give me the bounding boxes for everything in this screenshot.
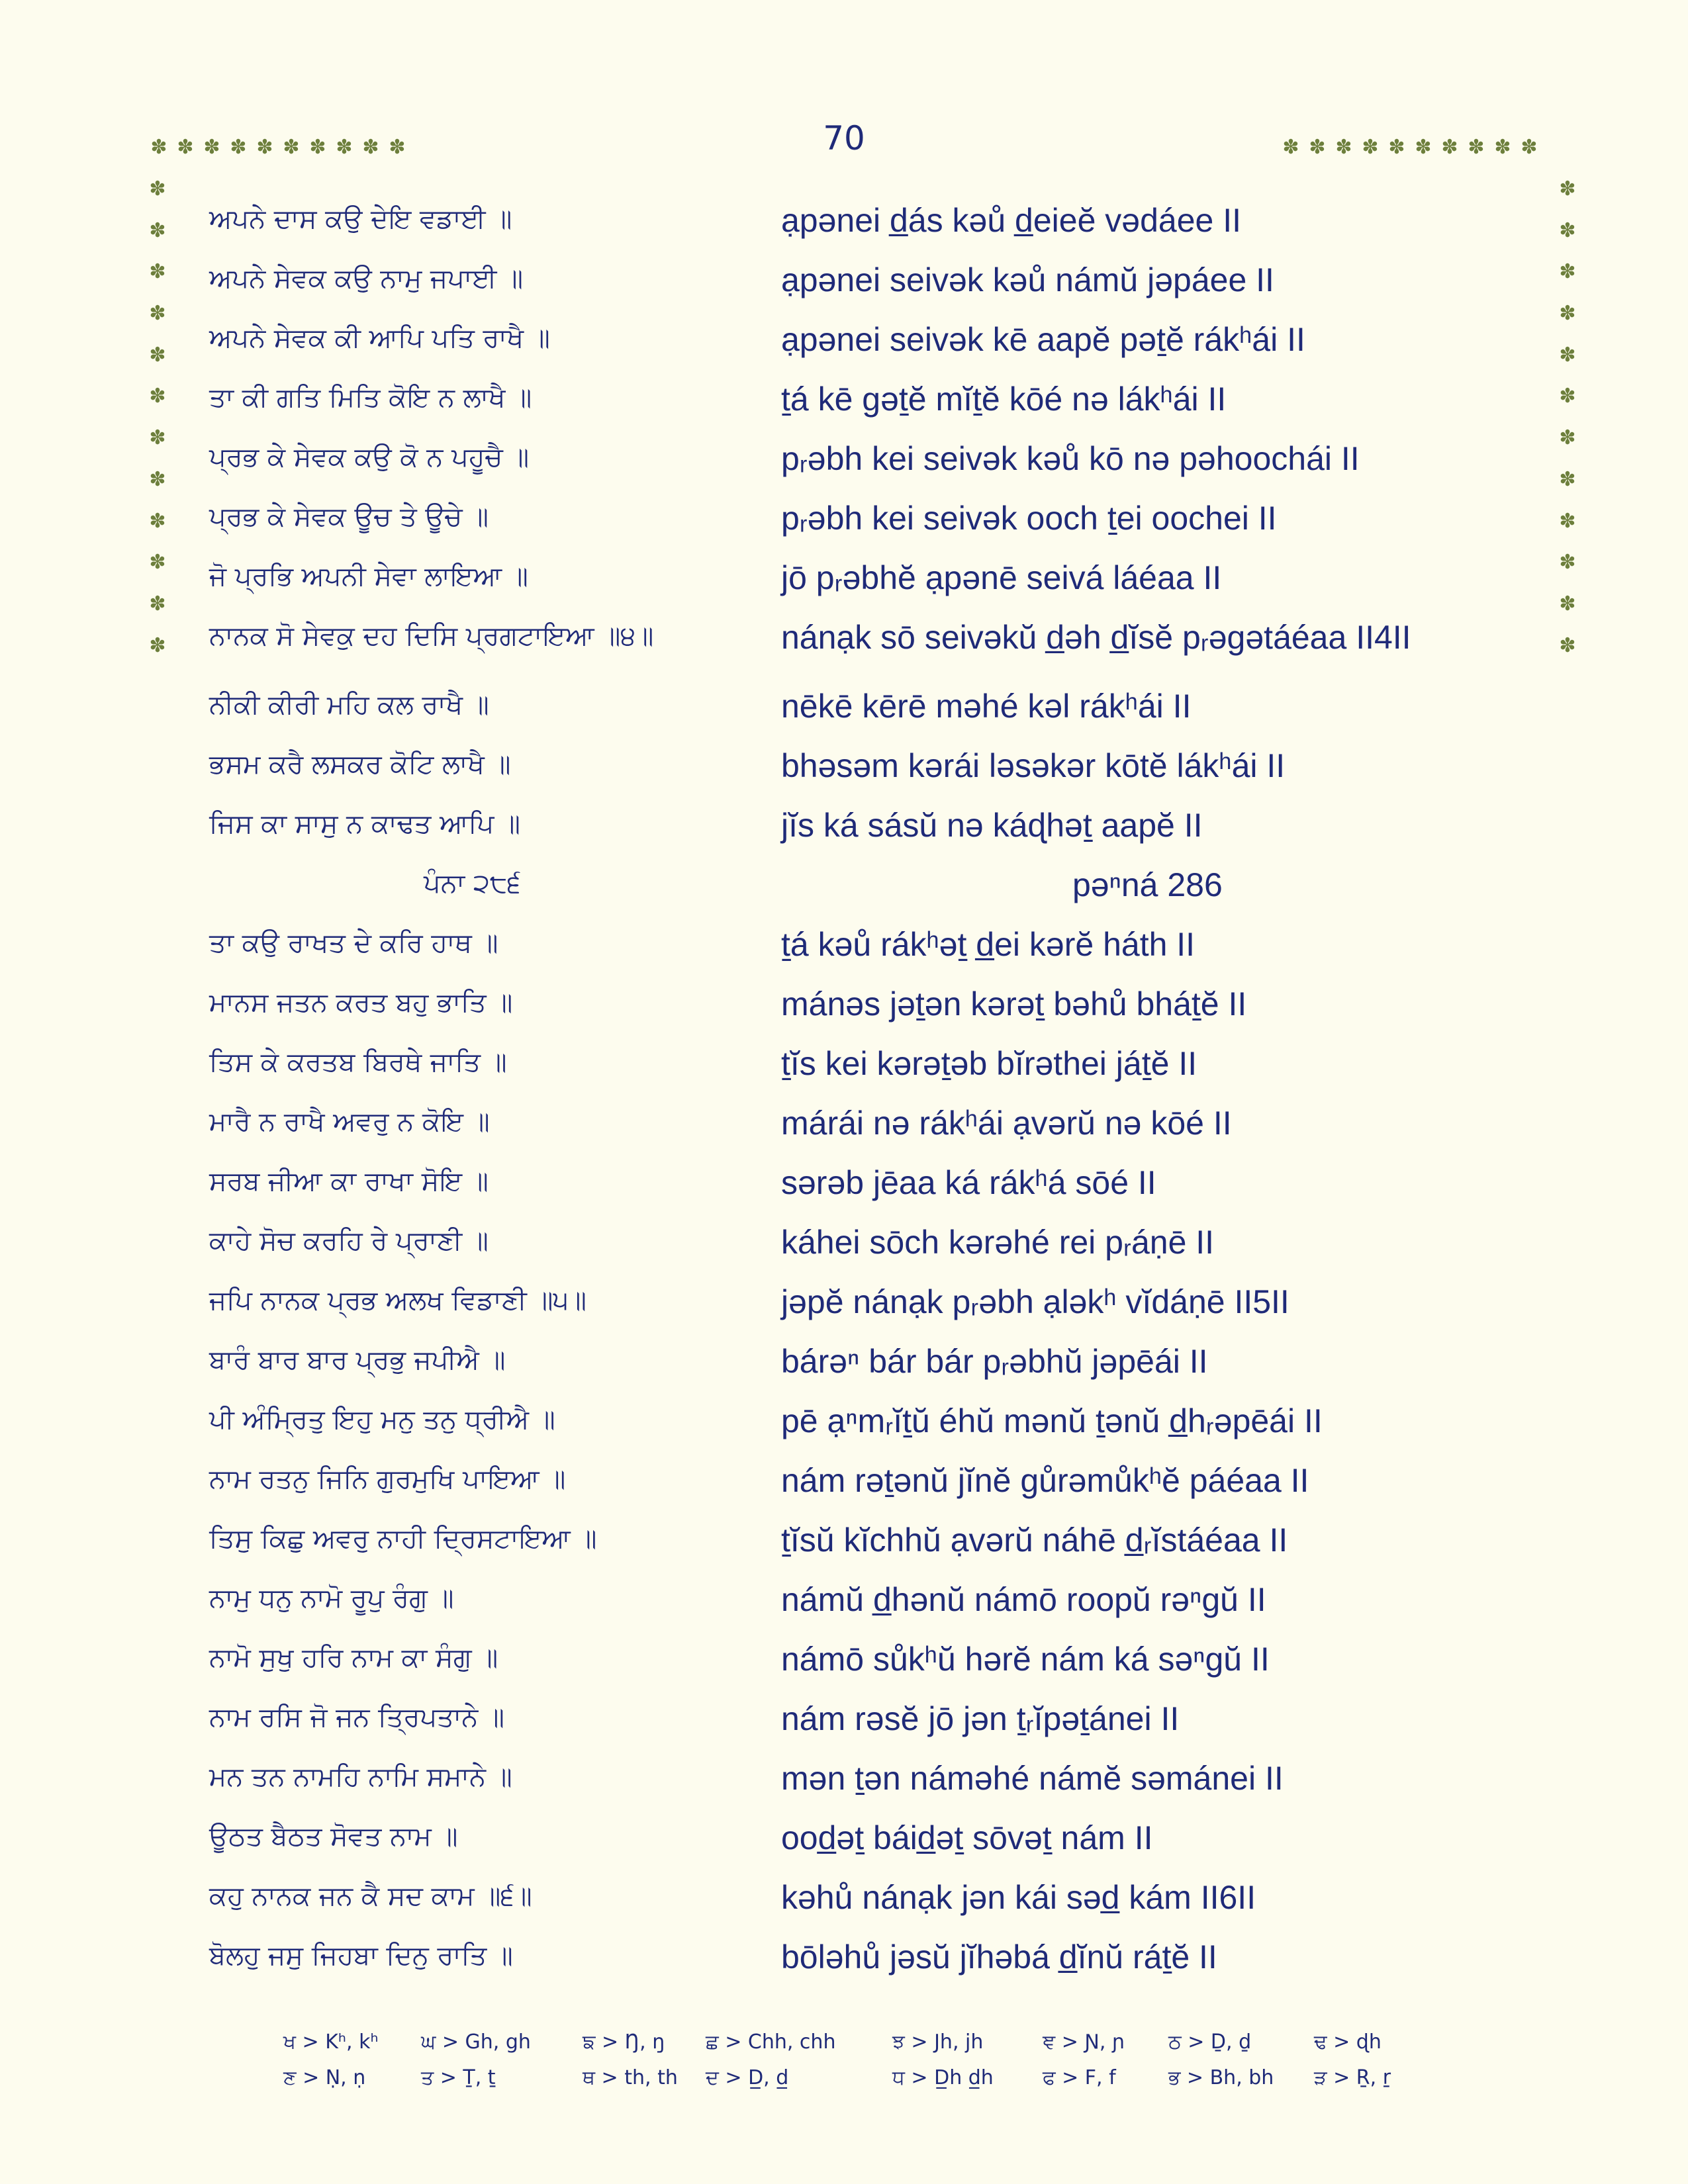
flower-icon: ✽ [1559, 302, 1576, 326]
verse-row [0, 1756, 1688, 1816]
gurmukhi-text: ਪੰਨਾ ੨੮੬ [424, 868, 521, 899]
transliteration-text: ṯĭsŭ kĭchhŭ ạvərŭ náhē d̲ᵣĭstáéaa II [781, 1522, 1288, 1559]
legend-entry: ਞ > Ɲ, ɲ [1043, 2030, 1125, 2054]
verse-row [0, 258, 1688, 318]
verse-row [0, 199, 1688, 258]
gurmukhi-text: ਪ੍ਰਭ ਕੇ ਸੇਵਕ ਊਚ ਤੇ ਊਚੇ ॥ [209, 502, 489, 532]
transliteration-text: mánəs jəṯən kərəṯ bəhů bháṯĕ II [781, 985, 1247, 1023]
transliteration-text: nám rəsĕ jō jən ṯᵣĭpəṯánei II [781, 1700, 1180, 1737]
legend-entry: ਤ > Ṯ, ṯ [421, 2066, 496, 2089]
verse-row [0, 1101, 1688, 1161]
gurmukhi-text: ਅਪਨੇ ਦਾਸ ਕਉ ਦੇਇ ਵਡਾਈ ॥ [209, 204, 512, 234]
flower-icon: ✽ [230, 136, 247, 159]
gurmukhi-text: ਮਾਰੈ ਨ ਰਾਖੈ ਅਵਰੁ ਨ ਕੋਇ ॥ [209, 1107, 490, 1137]
verse-row [0, 803, 1688, 863]
transliteration-text: ṯá kē gəṯĕ mĭṯĕ kōé nə lákʰái II [781, 381, 1227, 418]
flower-icon: ✽ [149, 177, 166, 201]
legend-row [0, 2066, 1688, 2102]
legend-entry: ਥ > th, th [583, 2066, 678, 2089]
legend-entry: ਢ > ɖh [1314, 2030, 1382, 2054]
legend-entry: ੜ > Ṟ, ṟ [1314, 2066, 1391, 2089]
flower-icon: ✽ [1559, 592, 1576, 615]
gurmukhi-text: ਭਸਮ ਕਰੈ ਲਸਕਰ ਕੋਟਿ ਲਾਖੈ ॥ [209, 749, 511, 780]
transliteration-legend [0, 2030, 1688, 2102]
gurmukhi-text: ਜਪਿ ਨਾਨਕ ਪ੍ਰਭ ਅਲਖ ਵਿਡਾਣੀ ॥੫॥ [209, 1285, 586, 1316]
transliteration-text: ood̲əṯ báid̲əṯ sōvəṯ nám II [781, 1819, 1153, 1856]
flower-icon: ✽ [1468, 136, 1485, 159]
legend-entry: ਛ > Chh, chh [706, 2030, 836, 2054]
legend-entry: ਠ > Ḏ, ḏ [1168, 2030, 1252, 2054]
verse-row [0, 982, 1688, 1042]
gurmukhi-text: ਨੀਕੀ ਕੀਰੀ ਮਹਿ ਕਲ ਰਾਖੈ ॥ [209, 690, 489, 720]
verse-row [0, 1399, 1688, 1459]
flower-icon: ✽ [149, 551, 166, 574]
verse-row [0, 1697, 1688, 1756]
verse-row [0, 615, 1688, 675]
flower-icon: ✽ [149, 426, 166, 450]
gurmukhi-text: ਕਾਹੇ ਸੋਚ ਕਰਹਿ ਰੇ ਪ੍ਰਾਣੀ ॥ [209, 1226, 489, 1256]
verse-row [0, 377, 1688, 437]
transliteration-text: sərəb jēaa ká rákʰá sōé II [781, 1164, 1156, 1201]
transliteration-text: nánạk sō seivəkŭ d̲əh d̲ĭsĕ pᵣəgətáéaa II4II [781, 619, 1411, 656]
verse-row [0, 556, 1688, 615]
verse-row [0, 1340, 1688, 1399]
flower-icon: ✽ [1521, 136, 1538, 159]
gurmukhi-text: ਤਿਸੁ ਕਿਛੁ ਅਵਰੁ ਨਾਹੀ ਦ੍ਰਿਸਟਾਇਆ ॥ [209, 1524, 597, 1554]
transliteration-text: ạpənei d̲ás kəů d̲eieĕ vədáee II [781, 202, 1241, 239]
transliteration-text: ạpənei seivək kē aapĕ pəṯĕ rákʰái II [781, 321, 1305, 358]
flower-icon: ✽ [149, 343, 166, 367]
verse-row [0, 1459, 1688, 1518]
gurmukhi-text: ਬੋਲਹੁ ਜਸੁ ਜਿਹਬਾ ਦਿਨੁ ਰਾਤਿ ॥ [209, 1940, 513, 1971]
flower-icon: ✽ [149, 633, 166, 657]
verse-row [0, 496, 1688, 556]
transliteration-text: mən ṯən námәhé námĕ səmánei II [781, 1760, 1284, 1797]
verse-row [0, 1816, 1688, 1876]
flower-icon: ✽ [203, 136, 220, 159]
flower-icon: ✽ [150, 136, 167, 159]
transliteration-text: ạpənei seivək kəů námŭ jəpáee II [781, 261, 1274, 298]
flower-icon: ✽ [1559, 385, 1576, 408]
flower-icon: ✽ [1559, 343, 1576, 367]
flower-icon: ✽ [1441, 136, 1458, 159]
gurmukhi-text: ਮਨ ਤਨ ਨਾਮਹਿ ਨਾਮਿ ਸਮਾਨੇ ॥ [209, 1762, 512, 1792]
transliteration-text: námō sůkʰŭ hərĕ nám ká səⁿgŭ II [781, 1641, 1270, 1678]
transliteration-text: jĭs ká sásŭ nə káɖhəṯ aapĕ II [781, 807, 1203, 844]
transliteration-text: káhei sōch kərəhé rei pᵣáṇē II [781, 1224, 1215, 1261]
gurmukhi-text: ਪ੍ਰਭ ਕੇ ਸੇਵਕ ਕਉ ਕੋ ਨ ਪਹੂਚੈ ॥ [209, 442, 530, 473]
transliteration-text: pᵣəbh kei seivək kəů kō nə pəhoochái II [781, 440, 1360, 477]
gurmukhi-text: ਪੀ ਅੰਮ੍ਰਿਤੁ ਇਹੁ ਮਨੁ ਤਨੁ ਧ੍ਰੀਐ ॥ [209, 1404, 555, 1435]
transliteration-text: kəhů nánạk jən kái səd̲ kám II6II [781, 1879, 1256, 1916]
flower-icon: ✽ [283, 136, 300, 159]
legend-entry: ਦ > D̲, d̲ [706, 2066, 789, 2089]
transliteration-text: ṯĭs kei kərəṯəb bĭrəthei jáṯĕ II [781, 1045, 1197, 1082]
flower-icon: ✽ [1559, 633, 1576, 657]
verse-row [0, 318, 1688, 377]
flower-icon: ✽ [309, 136, 326, 159]
transliteration-text: bárəⁿ bár bár pᵣəbhŭ jəpēái II [781, 1343, 1208, 1380]
verse-row [0, 1578, 1688, 1637]
transliteration-text: nám rəṯənŭ jĭnĕ gůrəmůkʰĕ páéaa II [781, 1462, 1309, 1499]
flower-icon: ✽ [1388, 136, 1405, 159]
legend-entry: ਫ > F, f [1043, 2066, 1116, 2089]
flower-icon: ✽ [177, 136, 194, 159]
legend-entry: ਘ > Gh, gh [421, 2030, 531, 2054]
flower-icon: ✽ [1559, 218, 1576, 242]
transliteration-text: ṯá kəů rákʰəṯ d̲ei kərĕ háth II [781, 926, 1196, 963]
verse-row [0, 1280, 1688, 1340]
gurmukhi-text: ਬਾਰੰ ਬਾਰ ਬਾਰ ਪ੍ਰਭੁ ਜਪੀਐ ॥ [209, 1345, 506, 1375]
gurmukhi-text: ਨਾਮ ਰਸਿ ਜੋ ਜਨ ਤ੍ਰਿਪਤਾਨੇ ॥ [209, 1702, 504, 1733]
verse-row [0, 437, 1688, 496]
legend-entry: ਧ > D̲h d̲h [892, 2066, 994, 2089]
verse-row [0, 1518, 1688, 1578]
gurmukhi-text: ਤਾ ਕਉ ਰਾਖਤ ਦੇ ਕਰਿ ਹਾਥ ॥ [209, 928, 498, 958]
flower-icon: ✽ [1559, 260, 1576, 284]
transliteration-text: pəⁿná 286 [1072, 866, 1223, 903]
flower-icon: ✽ [1335, 136, 1352, 159]
flower-icon: ✽ [149, 592, 166, 615]
gurmukhi-text: ਊਠਤ ਬੈਠਤ ਸੋਵਤ ਨਾਮ ॥ [209, 1821, 458, 1852]
flower-icon: ✽ [362, 136, 379, 159]
verse-row [0, 1876, 1688, 1935]
flower-icon: ✽ [256, 136, 273, 159]
flower-icon: ✽ [1362, 136, 1379, 159]
border-flowers-top-left [146, 138, 410, 158]
gurmukhi-text: ਅਪਨੇ ਸੇਵਕ ਕਉ ਨਾਮੁ ਜਪਾਈ ॥ [209, 263, 524, 294]
flower-icon: ✽ [1559, 509, 1576, 533]
verse-row [0, 1042, 1688, 1101]
gurmukhi-text: ਤਾ ਕੀ ਗਤਿ ਮਿਤਿ ਕੋਇ ਨ ਲਾਖੈ ॥ [209, 383, 532, 413]
legend-entry: ਭ > Bh, bh [1168, 2066, 1274, 2089]
flower-icon: ✽ [149, 302, 166, 326]
flower-icon: ✽ [1309, 136, 1326, 159]
flower-icon: ✽ [1494, 136, 1511, 159]
flower-icon: ✽ [1559, 177, 1576, 201]
gurmukhi-text: ਨਾਮ ਰਤਨੁ ਜਿਨਿ ਗੁਰਮੁਖਿ ਪਾਇਆ ॥ [209, 1464, 566, 1494]
border-flowers-top-right [1278, 138, 1542, 158]
legend-entry: ਣ > Ṇ, ṇ [283, 2066, 366, 2089]
verse-row [0, 923, 1688, 982]
flower-icon: ✽ [149, 467, 166, 491]
flower-icon: ✽ [1559, 551, 1576, 574]
gurmukhi-text: ਮਾਨਸ ਜਤਨ ਕਰਤ ਬਹੁ ਭਾਤਿ ॥ [209, 987, 513, 1018]
flower-icon: ✽ [1559, 426, 1576, 450]
gurmukhi-text: ਅਪਨੇ ਸੇਵਕ ਕੀ ਆਪਿ ਪਤਿ ਰਾਖੈ ॥ [209, 323, 550, 353]
legend-row [0, 2030, 1688, 2066]
gurmukhi-text: ਜਿਸ ਕਾ ਸਾਸੁ ਨ ਕਾਢਤ ਆਪਿ ॥ [209, 809, 520, 839]
page-reference-row [0, 863, 1688, 923]
transliteration-text: nēkē kērē məhé kəl rákʰái II [781, 688, 1192, 725]
transliteration-text: bōləhů jəsŭ jĭhəbá d̲ĭnŭ ráṯĕ II [781, 1938, 1217, 1976]
transliteration-text: bhəsəm kərái ləsəkər kōtĕ lákʰái II [781, 747, 1286, 784]
verse-row [0, 1161, 1688, 1220]
gurmukhi-text: ਜੋ ਪ੍ਰਭਿ ਅਪਨੀ ਸੇਵਾ ਲਾਇਆ ॥ [209, 561, 528, 592]
gurmukhi-text: ਨਾਨਕ ਸੋ ਸੇਵਕੁ ਦਹ ਦਿਸਿ ਪ੍ਰਗਟਾਇਆ ॥੪॥ [209, 621, 654, 651]
flower-icon: ✽ [149, 218, 166, 242]
gurmukhi-text: ਤਿਸ ਕੇ ਕਰਤਬ ਬਿਰਥੇ ਜਾਤਿ ॥ [209, 1047, 507, 1077]
verse-list [0, 199, 1688, 1995]
gurmukhi-text: ਸਰਬ ਜੀਆ ਕਾ ਰਾਖਾ ਸੋਇ ॥ [209, 1166, 489, 1197]
gurmukhi-text: ਨਾਮੋ ਸੁਖੁ ਹਰਿ ਨਾਮ ਕਾ ਸੰਗੁ ॥ [209, 1643, 498, 1673]
transliteration-text: námŭ d̲hənŭ námō roopŭ rəⁿgŭ II [781, 1581, 1266, 1618]
legend-entry: ਖ > Kʰ, kʰ [283, 2030, 379, 2054]
gurmukhi-text: ਨਾਮੁ ਧਨੁ ਨਾਮੋ ਰੂਪੁ ਰੰਗੁ ॥ [209, 1583, 454, 1614]
verse-row [0, 1935, 1688, 1995]
flower-icon: ✽ [1282, 136, 1299, 159]
transliteration-text: jəpĕ nánạk pᵣəbh ạləkʰ vĭdáṇē II5II [781, 1283, 1289, 1320]
transliteration-text: pē ạⁿmᵣĭṯŭ éhŭ mənŭ ṯənŭ d̲hᵣəpēái II [781, 1402, 1323, 1439]
flower-icon: ✽ [1559, 467, 1576, 491]
legend-entry: ਝ > Jh, jh [892, 2030, 984, 2054]
verse-row [0, 744, 1688, 803]
flower-icon: ✽ [149, 509, 166, 533]
transliteration-text: jō pᵣəbhĕ ạpənē seivá láéaa II [781, 559, 1222, 596]
verse-row [0, 1637, 1688, 1697]
flower-icon: ✽ [336, 136, 353, 159]
gurmukhi-text: ਕਹੁ ਨਾਨਕ ਜਨ ਕੈ ਸਦ ਕਾਮ ॥੬॥ [209, 1881, 532, 1911]
transliteration-text: pᵣəbh kei seivək ooch ṯei oochei II [781, 500, 1277, 537]
legend-entry: ਙ > Ŋ, ŋ [583, 2030, 665, 2054]
verse-row [0, 1220, 1688, 1280]
flower-icon: ✽ [1415, 136, 1432, 159]
flower-icon: ✽ [149, 260, 166, 284]
flower-icon: ✽ [149, 385, 166, 408]
transliteration-text: márái nə rákʰái ạvərŭ nə kōé II [781, 1105, 1232, 1142]
verse-row [0, 684, 1688, 744]
page-number: 70 [823, 119, 865, 158]
flower-icon: ✽ [389, 136, 406, 159]
